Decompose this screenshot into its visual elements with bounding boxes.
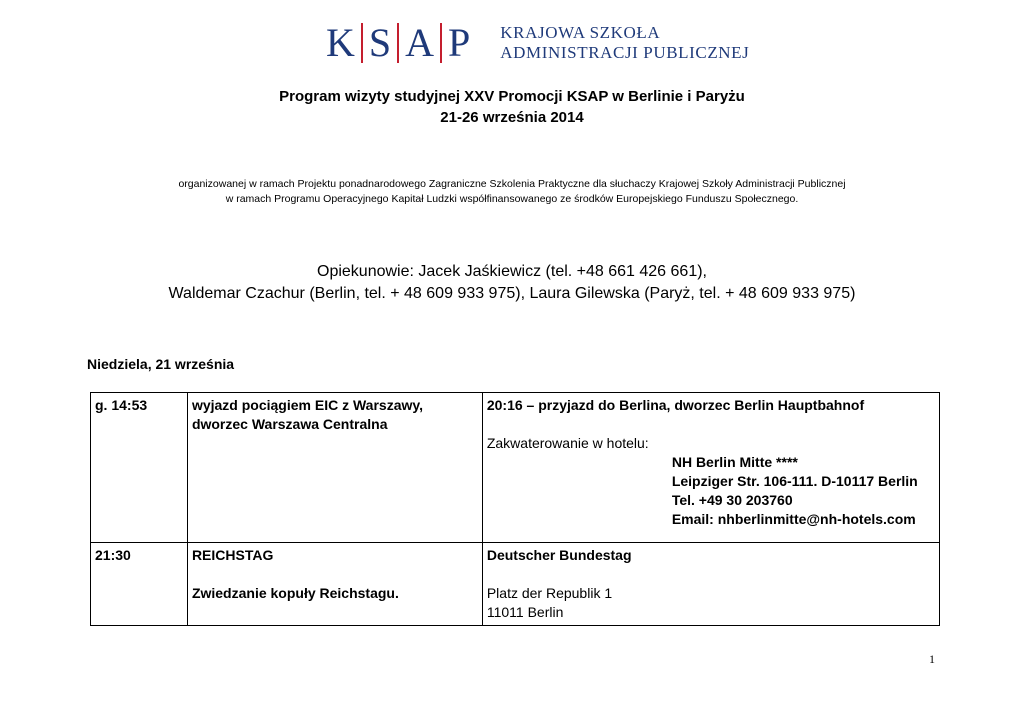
hotel-name: NH Berlin Mitte ****	[671, 454, 798, 470]
intro-line-1: organizowanej w ramach Projektu ponadnarodowego Zagraniczne Szkolenia Praktyczne dla słuchaczy Krajowej Szkoły Administracji Publicznej	[178, 178, 846, 190]
logo-text-line1: KRAJOWA SZKOŁA	[500, 23, 661, 42]
logo-text-line2: ADMINISTRACJI PUBLICZNEJ	[500, 43, 750, 62]
logo-mark	[320, 20, 476, 65]
details-cell	[482, 393, 939, 543]
logo-letter: A	[405, 20, 435, 65]
logo-wordmark	[500, 23, 749, 63]
activity-cell: wyjazd pociągiem EIC z Warszawy, dworzec Warszawa Centralna	[187, 393, 482, 543]
program-table	[90, 392, 940, 626]
logo-letter: K	[326, 20, 355, 65]
logo-letter: P	[448, 20, 471, 65]
hotel-email: Email: nhberlinmitte@nh-hotels.com	[671, 511, 916, 527]
guardians-line-1: Opiekunowie: Jacek Jaśkiewicz (tel. +48 661 426 661),	[317, 263, 707, 280]
day-heading: Niedziela, 21 września	[87, 356, 235, 372]
activity-text: Zwiedzanie kopuły Reichstagu.	[191, 585, 399, 601]
hotel-phone: Tel. +49 30 203760	[671, 492, 793, 508]
activity-cell	[187, 543, 482, 626]
document-dates: 21-26 września 2014	[440, 109, 584, 126]
ksap-logo	[320, 20, 749, 66]
place-text: REICHSTAG	[191, 547, 274, 563]
document-title: Program wizyty studyjnej XXV Promocji KSAP w Berlinie i Paryżu	[279, 88, 745, 105]
table-row	[91, 543, 940, 626]
intro-line-2: w ramach Programu Operacyjnego Kapitał Ludzki współfinansowanego ze środków Europejskiego Funduszu Społecznego.	[225, 193, 799, 205]
page-number: 1	[929, 652, 935, 666]
venue-text: Deutscher Bundestag	[486, 547, 632, 563]
guardians-line-2: Waldemar Czachur (Berlin, tel. + 48 609 933 975), Laura Gilewska (Paryż, tel. + 48 609 933 975)	[168, 285, 856, 302]
street-text: Platz der Republik 1	[486, 585, 613, 601]
table-row	[91, 393, 940, 543]
time-cell: 21:30	[91, 543, 188, 626]
logo-letter: S	[368, 20, 392, 65]
hotel-address: Leipziger Str. 106-111. D-10117 Berlin	[671, 473, 918, 489]
arrival-text: 20:16 – przyjazd do Berlina, dworzec Berlin Hauptbahnof	[486, 397, 865, 413]
time-cell: g. 14:53	[91, 393, 188, 543]
city-text: 11011 Berlin	[486, 604, 564, 620]
details-cell	[482, 543, 939, 626]
lodging-label: Zakwaterowanie w hotelu:	[486, 435, 649, 451]
